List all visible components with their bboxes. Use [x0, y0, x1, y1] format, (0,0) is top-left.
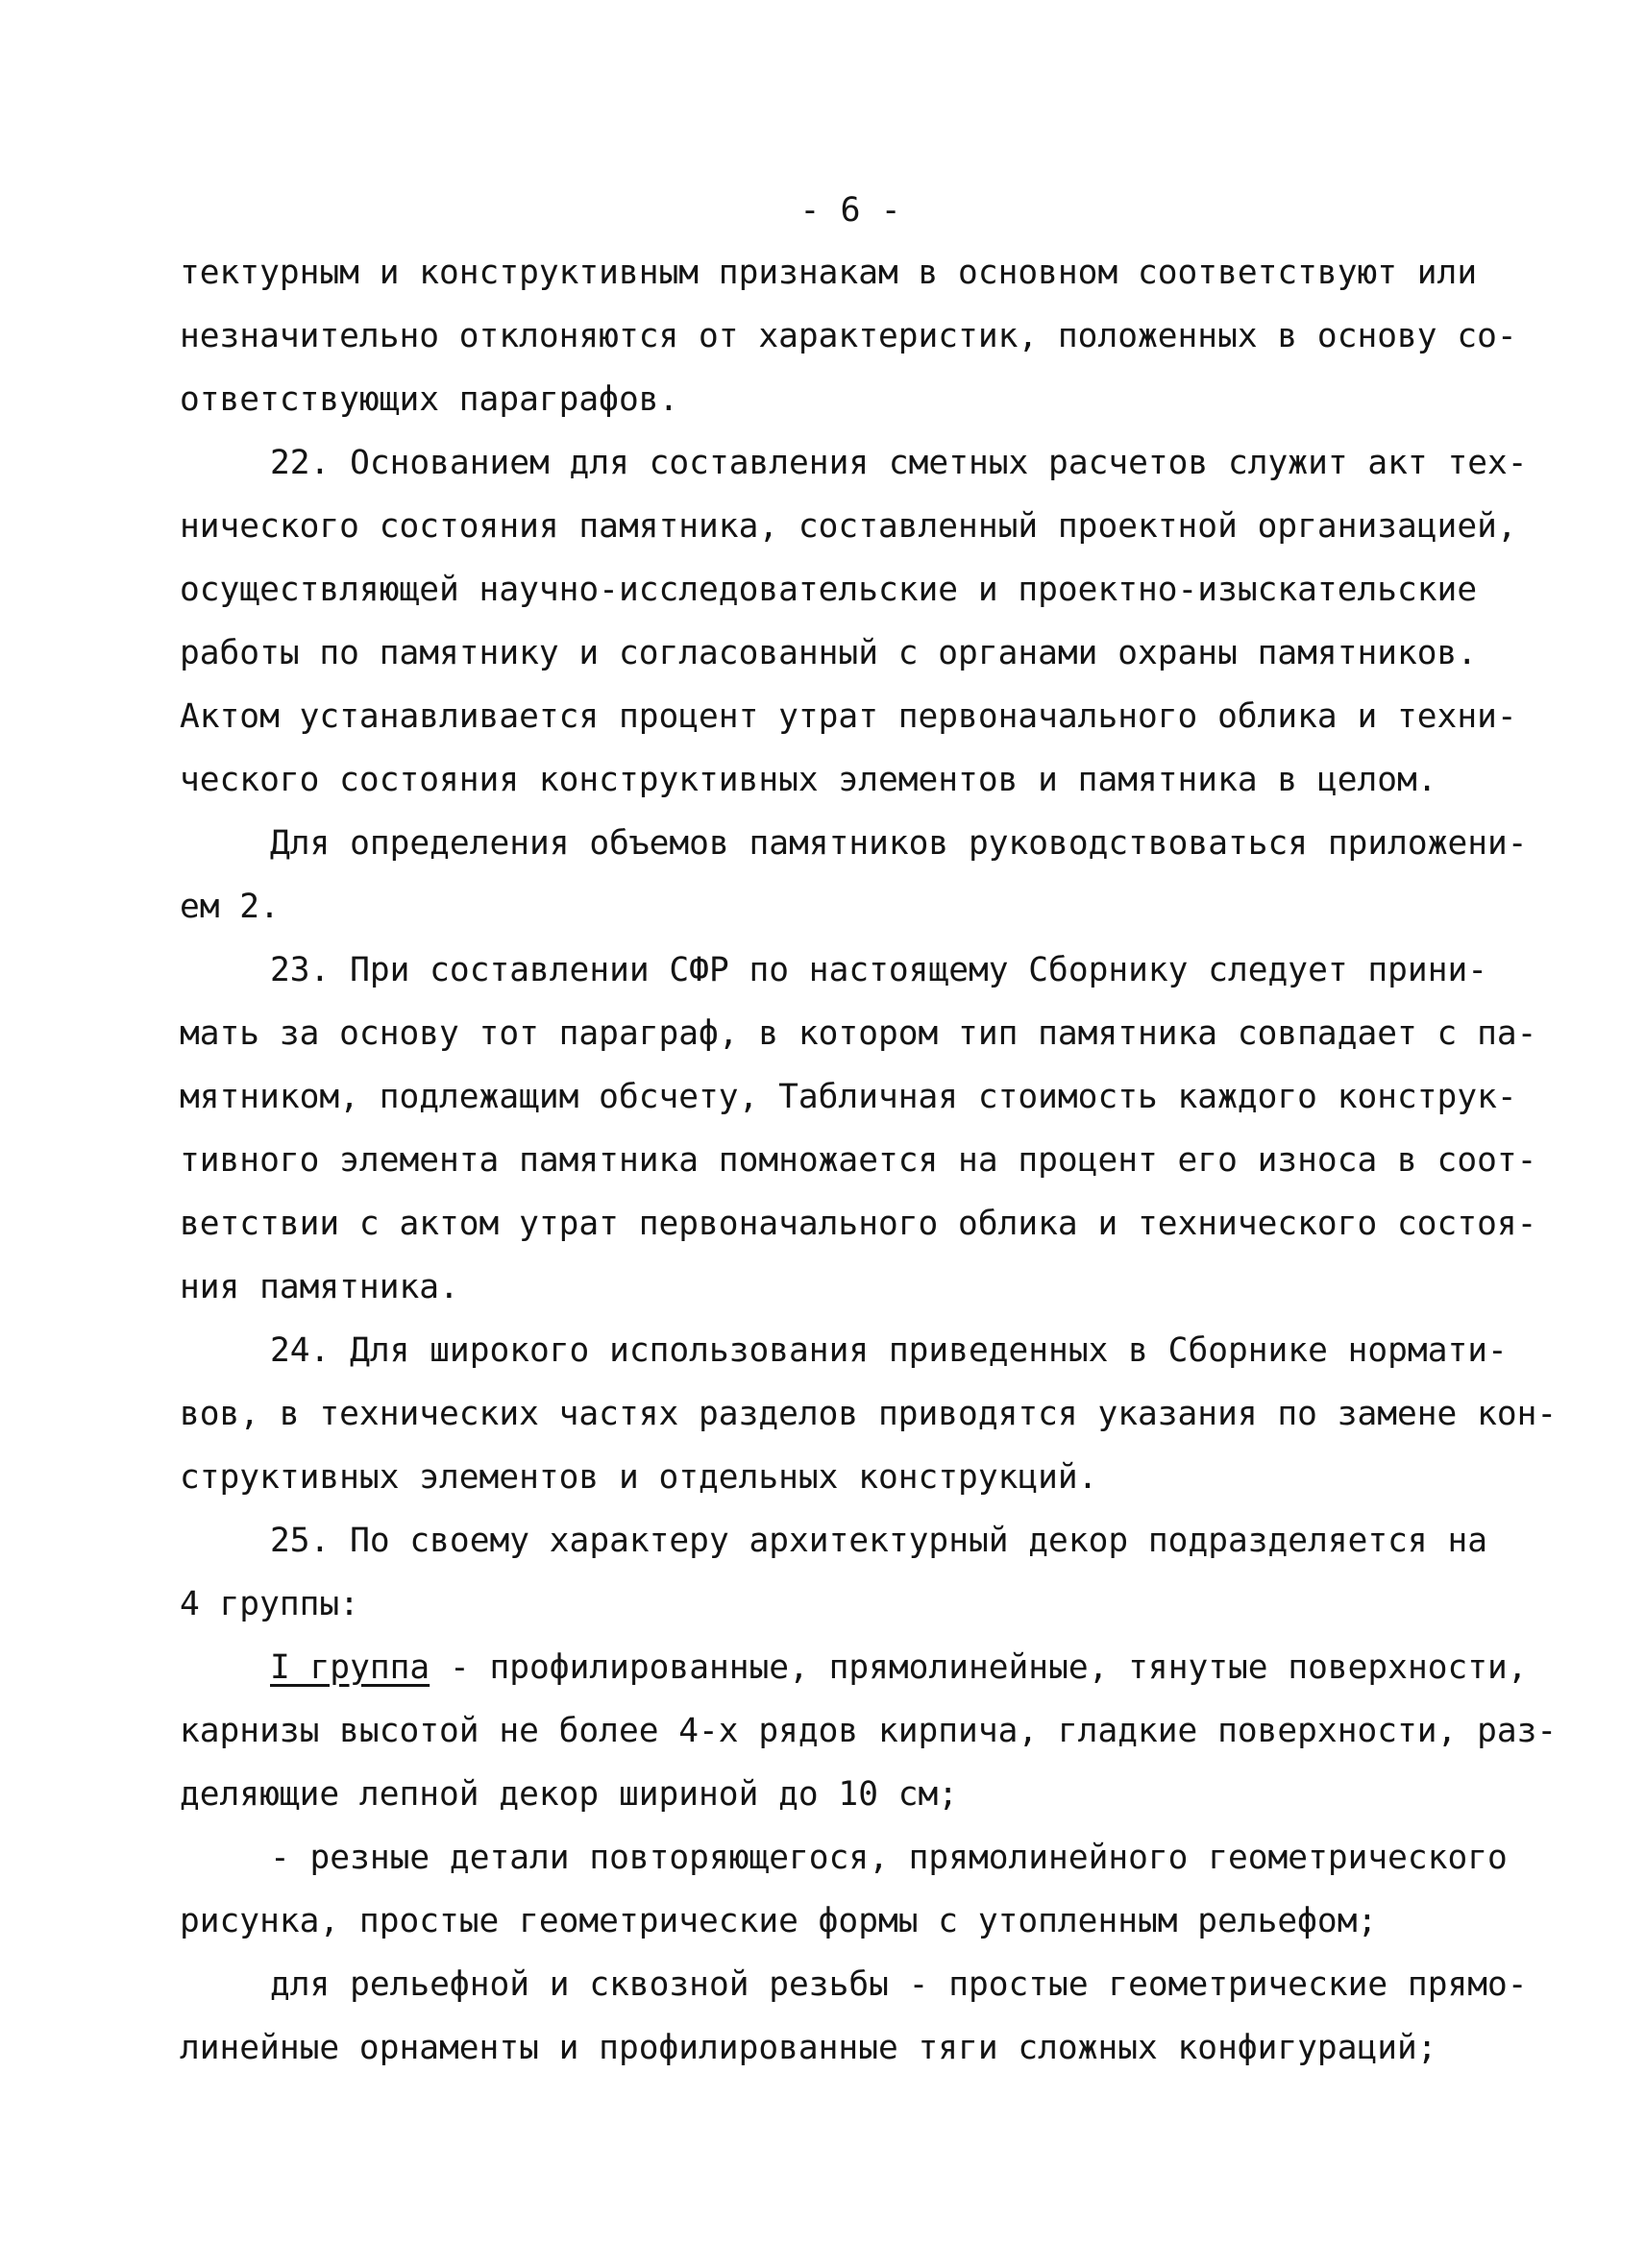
text-line: мать за основу тот параграф, в котором тип памятника совпадает с па- — [180, 1014, 1537, 1053]
group-1-text: - профилированные, прямолинейные, тянутые поверхности, — [430, 1648, 1528, 1687]
relief-carving-line: для рельефной и сквозной резьбы - простые геометрические прямо- — [270, 1965, 1528, 2004]
text-line: ветствии с актом утрат первоначального облика и технического состоя- — [180, 1205, 1537, 1243]
text-line: 4 группы: — [180, 1585, 359, 1623]
group-1-line — [180, 1636, 1528, 1699]
text-line: структивных элементов и отдельных конструкций. — [180, 1458, 1098, 1497]
text-line: тивного элемента памятника помножается на процент его износа в соот- — [180, 1141, 1537, 1180]
text-line: ем 2. — [180, 888, 280, 926]
body-text — [180, 241, 1558, 2080]
text-line: ческого состояния конструктивных элементов и памятника в целом. — [180, 761, 1437, 799]
text-line: карнизы высотой не более 4-х рядов кирпича, гладкие поверхности, раз- — [180, 1712, 1558, 1750]
text-line: ответствующих параграфов. — [180, 380, 679, 419]
paragraph-22-start: 22. Основанием для составления сметных расчетов служит акт тех- — [270, 444, 1528, 482]
carved-details-line: - резные детали повторяющегося, прямолинейного геометрического — [270, 1839, 1508, 1877]
text-line: работы по памятнику и согласованный с органами охраны памятников. — [180, 634, 1478, 672]
group-1-label: I группа — [270, 1648, 430, 1687]
paragraph-25-start: 25. По своему характеру архитектурный декор подразделяется на — [270, 1522, 1488, 1560]
text-line: линейные орнаменты и профилированные тяги сложных конфигураций; — [180, 2029, 1437, 2067]
text-line: рисунка, простые геометрические формы с утопленным рельефом; — [180, 1902, 1378, 1940]
text-line: мятником, подлежащим обсчету, Табличная стоимость каждого конструк- — [180, 1078, 1517, 1116]
paragraph-24-start: 24. Для широкого использования приведенных в Сборнике нормати- — [270, 1331, 1508, 1370]
text-line: деляющие лепной декор шириной до 10 см; — [180, 1775, 959, 1814]
page-number: - 6 - — [799, 191, 901, 230]
text-line: тектурным и конструктивным признакам в основном соответствуют или — [180, 254, 1478, 292]
paragraph-23-start: 23. При составлении СФР по настоящему Сборнику следует прини- — [270, 951, 1488, 989]
text-line: нического состояния памятника, составленный проектной организацией, — [180, 507, 1517, 546]
text-line: осуществляющей научно-исследовательские и проектно-изыскательские — [180, 571, 1478, 609]
text-line: Актом устанавливается процент утрат первоначального облика и техни- — [180, 697, 1517, 736]
paragraph-volumes-start: Для определения объемов памятников руководствоваться приложени- — [270, 824, 1528, 863]
text-line: незначительно отклоняются от характеристик, положенных в основу со- — [180, 317, 1517, 355]
text-line: вов, в технических частях разделов приводятся указания по замене кон- — [180, 1395, 1558, 1433]
text-line: ния памятника. — [180, 1268, 459, 1306]
